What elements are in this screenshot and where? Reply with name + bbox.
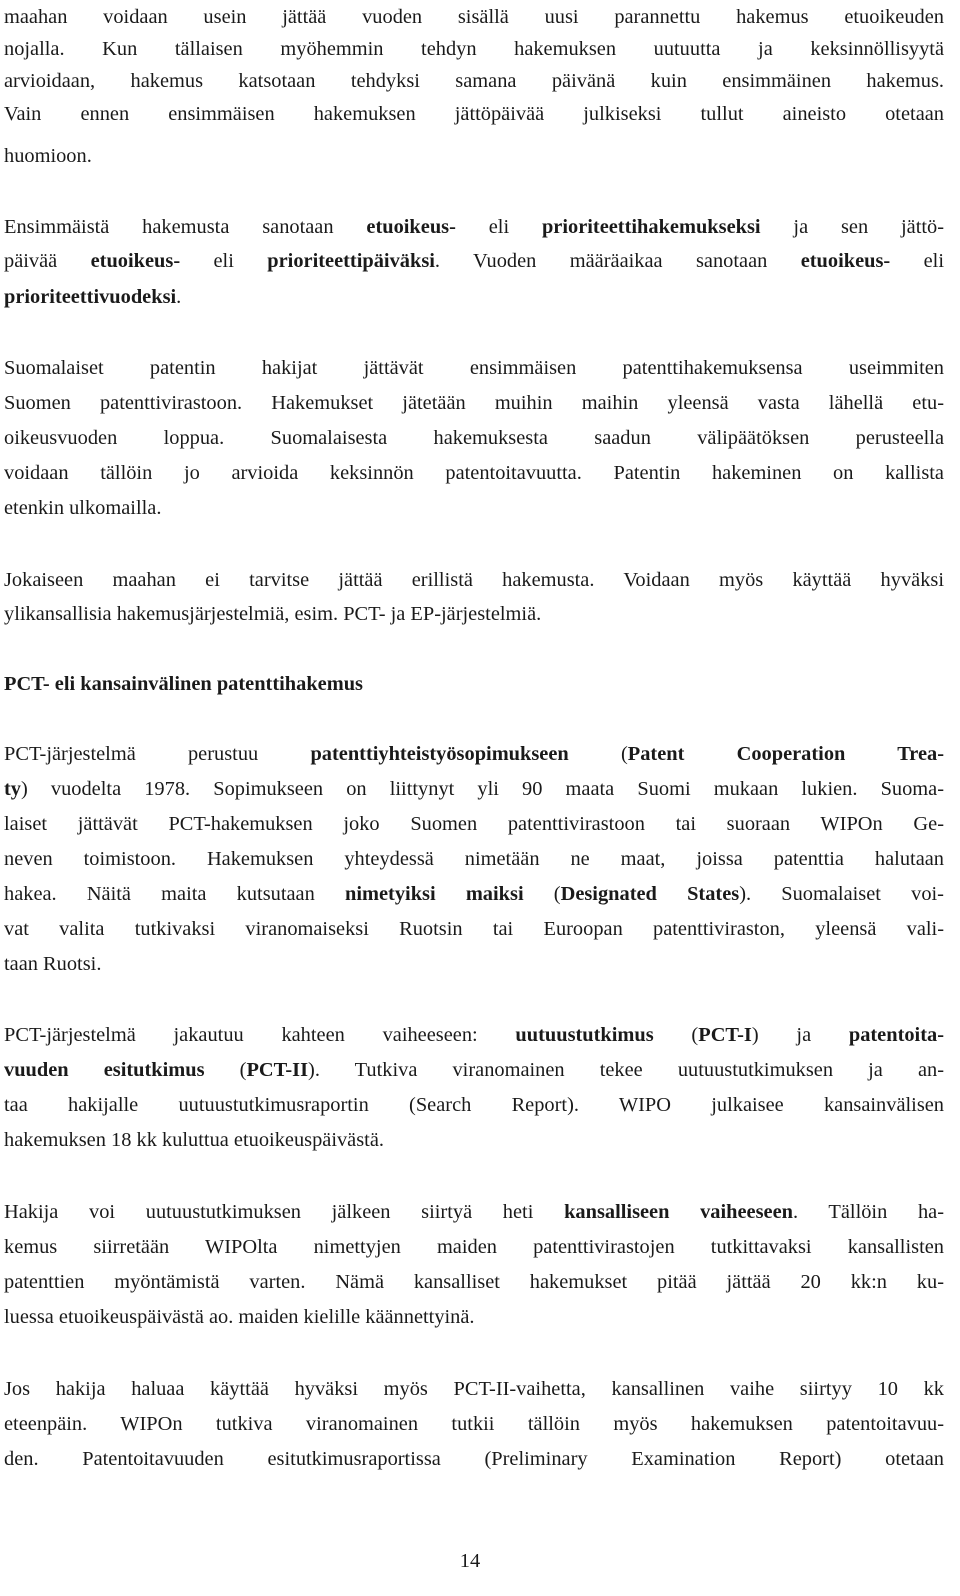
- body-text-line: [4, 1265, 944, 1299]
- text-run: laiset jättävät PCT-hakemuksen joko Suomen patenttivirastoon tai suoraan WIPOn Ge-: [4, 813, 944, 835]
- text-run: kemus siirretään WIPOlta nimettyjen maiden patenttivirastojen tutkittavaksi kansallisten: [4, 1236, 944, 1258]
- bold-term: ty: [4, 778, 21, 800]
- text-run: Vain ennen ensimmäisen hakemuksen jättöpäivää julkiseksi tullut aineisto otetaan: [4, 103, 944, 125]
- bold-term: uutuustutkimus: [515, 1024, 654, 1046]
- text-run: huomioon.: [4, 145, 92, 167]
- text-run: . Vuoden määräaikaa sanotaan: [434, 250, 801, 272]
- body-text-line: [4, 1300, 944, 1334]
- text-run: etenkin ulkomailla.: [4, 497, 162, 519]
- body-text-line: [4, 1230, 944, 1264]
- body-text-line: [4, 912, 944, 946]
- text-run: Suomen patenttivirastoon. Hakemukset jätetään muihin maihin yleensä vasta lähellä etu-: [4, 392, 944, 414]
- section-heading: [4, 667, 944, 701]
- bold-term: prioriteettivuodeksi: [4, 286, 177, 308]
- text-run: ). Suomalaiset voi-: [739, 883, 944, 905]
- body-text-line: [4, 1123, 944, 1157]
- bold-term: patenttiyhteistyösopimukseen: [310, 743, 569, 765]
- body-text-line: [4, 210, 944, 244]
- body-text-line: [4, 64, 944, 98]
- body-text-line: [4, 97, 944, 131]
- bold-term: etuoikeus-: [800, 250, 891, 272]
- body-text-line: [4, 386, 944, 420]
- text-run: (: [653, 1024, 699, 1046]
- body-text-line: [4, 1195, 944, 1229]
- text-run: Suomalaiset patentin hakijat jättävät ensimmäisen patenttihakemuksensa useimmiten: [4, 357, 944, 379]
- text-run: nojalla. Kun tällaisen myöhemmin tehdyn hakemuksen uutuutta ja keksinnöllisyytä: [4, 38, 944, 60]
- body-text-line: [4, 737, 944, 771]
- bold-term: PCT-II: [246, 1059, 309, 1081]
- bold-term: etuoikeus-: [366, 216, 456, 238]
- text-run: . Tällöin ha-: [793, 1201, 945, 1223]
- body-text-line: [4, 1053, 944, 1087]
- text-run: eli: [180, 250, 268, 272]
- bold-term: prioriteettipäiväksi: [267, 250, 435, 272]
- body-text-line: [4, 244, 944, 278]
- text-run: den. Patentoitavuuden esitutkimusraportissa (Preliminary Examination Report) otetaan: [4, 1448, 944, 1470]
- body-text-line: [4, 421, 944, 455]
- body-text-line: [4, 947, 944, 981]
- bold-term: PCT- eli kansainvälinen patenttihakemus: [4, 673, 363, 695]
- bold-term: vuuden esitutkimus: [4, 1059, 205, 1081]
- body-text-line: [4, 456, 944, 490]
- bold-term: nimetyiksi maiksi: [345, 883, 524, 905]
- body-text-line: [4, 597, 944, 631]
- text-run: arvioidaan, hakemus katsotaan tehdyksi samana päivänä kuin ensimmäinen hakemus.: [4, 70, 944, 92]
- bold-term: Designated States: [560, 883, 740, 905]
- text-run: ) vuodelta 1978. Sopimukseen on liittynyt yli 90 maata Suomi mukaan lukien. Suoma-: [21, 778, 944, 800]
- body-text-line: [4, 1407, 944, 1441]
- text-run: PCT-järjestelmä jakautuu kahteen vaiheeseen:: [4, 1024, 516, 1046]
- text-run: taan Ruotsi.: [4, 953, 102, 975]
- text-run: päivää: [4, 250, 91, 272]
- body-text-line: [4, 32, 944, 66]
- body-text-line: [4, 877, 944, 911]
- text-run: ylikansallisia hakemusjärjestelmiä, esim. PCT- ja EP-järjestelmiä.: [4, 603, 542, 625]
- text-run: eteenpäin. WIPOn tutkiva viranomainen tutkii tällöin myös hakemuksen patentoitavuu-: [4, 1413, 944, 1435]
- text-run: taa hakijalle uutuustutkimusraportin (Search Report). WIPO julkaisee kansainvälisen: [4, 1094, 944, 1116]
- text-run: patenttien myöntämistä varten. Nämä kansalliset hakemukset pitää jättää 20 kk:n ku-: [4, 1271, 944, 1293]
- body-text-line: [4, 563, 944, 597]
- text-run: luessa etuoikeuspäivästä ao. maiden kielille käännettyinä.: [4, 1306, 475, 1328]
- text-run: ). Tutkiva viranomainen tekee uutuustutkimuksen ja an-: [308, 1059, 944, 1081]
- text-run: eli: [455, 216, 542, 238]
- text-run: Hakija voi uutuustutkimuksen jälkeen siirtyä heti: [4, 1201, 565, 1223]
- text-run: Ensimmäistä hakemusta sanotaan: [4, 216, 367, 238]
- body-text-line: [4, 491, 944, 525]
- body-text-line: [4, 280, 944, 314]
- text-run: Jokaiseen maahan ei tarvitse jättää erillistä hakemusta. Voidaan myös käyttää hyväksi: [4, 569, 944, 591]
- bold-term: Patent Cooperation Trea-: [627, 743, 945, 765]
- text-run: oikeusvuoden loppua. Suomalaisesta hakemuksesta saadun välipäätöksen perusteella: [4, 427, 944, 449]
- text-run: (: [568, 743, 628, 765]
- text-run: .: [176, 286, 182, 308]
- body-text-line: [4, 139, 944, 173]
- body-text-line: [4, 807, 944, 841]
- text-run: maahan voidaan usein jättää vuoden sisällä uusi parannettu hakemus etuoikeuden: [4, 6, 944, 28]
- bold-term: etuoikeus-: [90, 250, 181, 272]
- bold-term: kansalliseen vaiheeseen: [564, 1201, 793, 1223]
- text-run: vat valita tutkivaksi viranomaiseksi Ruotsin tai Euroopan patenttiviraston, yleensä vali-: [4, 918, 944, 940]
- page-number: 14: [459, 1550, 481, 1572]
- text-run: PCT-järjestelmä perustuu: [4, 743, 311, 765]
- bold-term: PCT-I: [698, 1024, 752, 1046]
- bold-term: patentoita-: [848, 1024, 945, 1046]
- text-run: hakea. Näitä maita kutsutaan: [4, 883, 345, 905]
- body-text-line: [4, 842, 944, 876]
- text-run: voidaan tällöin jo arvioida keksinnön patentoitavuutta. Patentin hakeminen on kallista: [4, 462, 944, 484]
- body-text-line: [4, 1372, 944, 1406]
- text-run: ja sen jättö-: [760, 216, 945, 238]
- text-run: eli: [890, 250, 944, 272]
- body-text-line: [4, 1442, 944, 1476]
- text-run: (: [523, 883, 561, 905]
- text-run: (: [204, 1059, 247, 1081]
- body-text-line: [4, 351, 944, 385]
- text-run: hakemuksen 18 kk kuluttua etuoikeuspäivästä.: [4, 1129, 384, 1151]
- body-text-line: [4, 1088, 944, 1122]
- body-text-line: [4, 772, 944, 806]
- body-text-line: [4, 0, 944, 34]
- body-text-line: [4, 1018, 944, 1052]
- text-run: Jos hakija haluaa käyttää hyväksi myös PCT-II-vaihetta, kansallinen vaihe siirtyy 10 kk: [4, 1378, 944, 1400]
- text-run: ) ja: [751, 1024, 849, 1046]
- bold-term: prioriteettihakemukseksi: [541, 216, 761, 238]
- text-run: neven toimistoon. Hakemuksen yhteydessä nimetään ne maat, joissa patenttia halutaan: [4, 848, 944, 870]
